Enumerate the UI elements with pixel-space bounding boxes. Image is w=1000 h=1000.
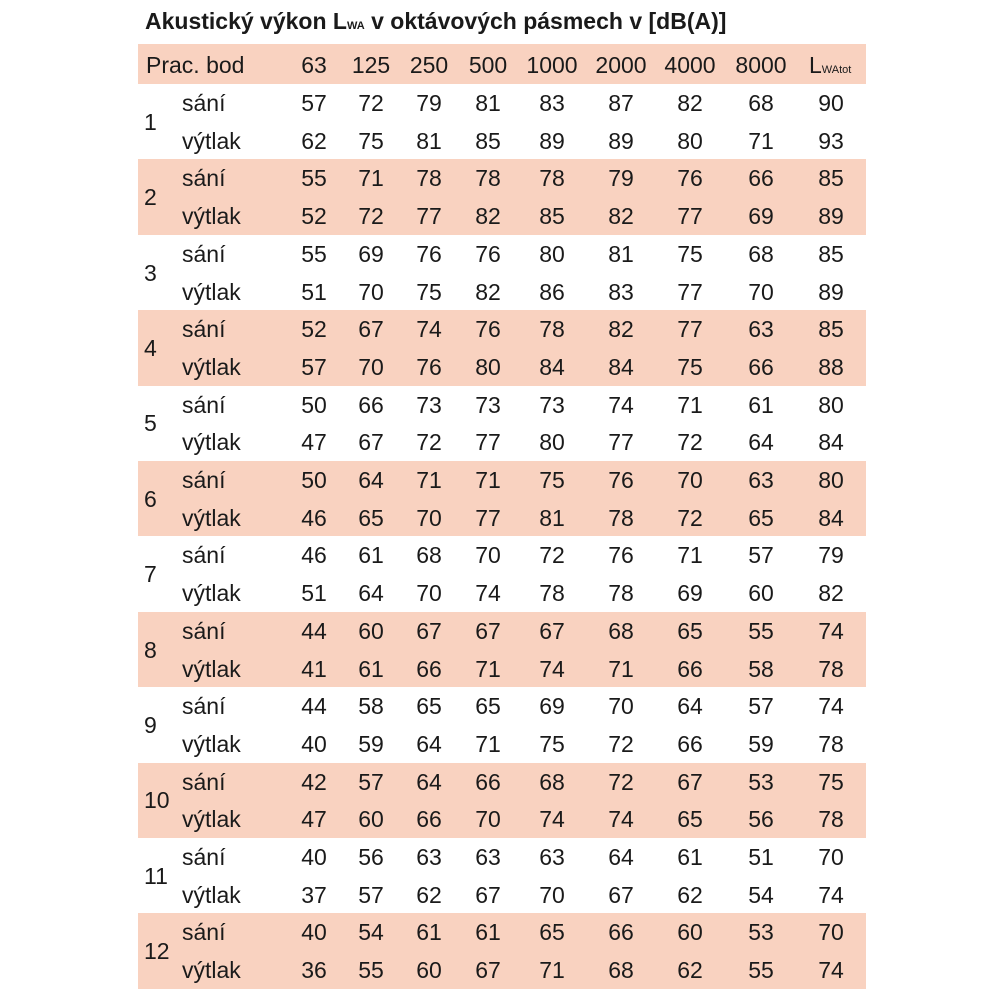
table-cell: 73 <box>416 391 442 418</box>
point-number: 11 <box>144 862 168 889</box>
table-cell: 80 <box>475 353 501 380</box>
table-cell: 80 <box>539 240 565 267</box>
table-cell: 90 <box>818 90 844 116</box>
table-cell: 51 <box>748 844 774 870</box>
table-cell: 86 <box>539 278 565 305</box>
table-cell: 81 <box>608 240 634 267</box>
table-cell: 50 <box>301 467 327 493</box>
table-cell: 84 <box>539 353 565 380</box>
table-cell: 78 <box>539 580 565 607</box>
table-cell: 89 <box>818 278 844 305</box>
table-cell: 70 <box>416 580 442 607</box>
table-cell: 66 <box>475 768 501 795</box>
table-cell: 67 <box>358 429 384 456</box>
table-cell: 76 <box>416 240 442 267</box>
table-cell: 60 <box>677 919 703 946</box>
table-cell: 64 <box>358 580 384 607</box>
table-cell: 82 <box>818 580 844 607</box>
table-cell: 62 <box>301 127 327 154</box>
table-cell: 83 <box>539 90 565 116</box>
table-cell: 59 <box>358 730 384 757</box>
table-cell: 72 <box>677 504 703 531</box>
table-cell: 74 <box>608 391 634 418</box>
table-cell: 61 <box>416 919 442 946</box>
row-label-sani: sání <box>182 844 226 870</box>
point-number: 6 <box>144 485 157 512</box>
table-cell: 61 <box>358 655 384 682</box>
row-label-vytlak: výtlak <box>182 580 241 607</box>
row-label-vytlak: výtlak <box>182 881 241 908</box>
row-label-vytlak: výtlak <box>182 730 241 757</box>
header-total-sub: WAtot <box>821 64 852 76</box>
table-cell: 75 <box>539 730 565 757</box>
table-cell: 78 <box>539 316 565 343</box>
table-cell: 55 <box>301 165 327 192</box>
row-label-sani: sání <box>182 617 226 644</box>
table-cell: 47 <box>301 806 327 833</box>
table-cell: 72 <box>677 429 703 456</box>
table-cell: 71 <box>677 391 703 418</box>
table-cell: 82 <box>475 203 501 230</box>
table-cell: 58 <box>748 655 774 682</box>
table-cell: 75 <box>416 278 442 305</box>
table-cell: 65 <box>677 617 703 644</box>
point-number: 7 <box>144 561 157 588</box>
table-cell: 71 <box>677 542 703 569</box>
table-cell: 71 <box>416 467 442 493</box>
table-cell: 81 <box>475 90 501 116</box>
table-cell: 55 <box>748 617 774 644</box>
point-number: 12 <box>144 938 170 965</box>
table-cell: 58 <box>358 693 384 720</box>
table-cell: 78 <box>818 655 844 682</box>
row-label-sani: sání <box>182 240 226 267</box>
table-cell: 57 <box>748 542 774 569</box>
row-label-vytlak: výtlak <box>182 957 241 984</box>
row-label-sani: sání <box>182 467 226 493</box>
table-cell: 70 <box>475 806 501 833</box>
table-cell: 61 <box>358 542 384 569</box>
row-label-sani: sání <box>182 768 226 795</box>
table-cell: 62 <box>677 881 703 908</box>
row-label-vytlak: výtlak <box>182 655 241 682</box>
table-cell: 78 <box>818 730 844 757</box>
table-cell: 75 <box>818 768 844 795</box>
table-cell: 71 <box>475 467 501 493</box>
table-cell: 85 <box>818 316 844 343</box>
table-cell: 74 <box>475 580 501 607</box>
table-cell: 76 <box>475 240 501 267</box>
table-cell: 57 <box>301 90 327 116</box>
table-cell: 84 <box>818 504 844 531</box>
table-cell: 66 <box>748 165 774 192</box>
table-cell: 73 <box>475 391 501 418</box>
table-cell: 60 <box>358 806 384 833</box>
table-cell: 80 <box>818 391 844 418</box>
table-cell: 75 <box>677 240 703 267</box>
table-cell: 70 <box>748 278 774 305</box>
table-cell: 74 <box>818 693 844 720</box>
table-cell: 72 <box>416 429 442 456</box>
row-label-sani: sání <box>182 542 226 569</box>
table-cell: 82 <box>608 203 634 230</box>
table-cell: 46 <box>301 542 327 569</box>
table-cell: 69 <box>748 203 774 230</box>
table-cell: 63 <box>416 844 442 870</box>
table-cell: 70 <box>416 504 442 531</box>
point-number: 4 <box>144 335 157 362</box>
table-cell: 47 <box>301 429 327 456</box>
table-cell: 89 <box>608 127 634 154</box>
table-cell: 70 <box>475 542 501 569</box>
table-cell: 55 <box>748 957 774 984</box>
table-cell: 74 <box>416 316 442 343</box>
table-cell: 67 <box>475 881 501 908</box>
table-cell: 65 <box>677 806 703 833</box>
table-cell: 71 <box>475 655 501 682</box>
table-cell: 66 <box>677 655 703 682</box>
table-cell: 62 <box>416 881 442 908</box>
row-label-vytlak: výtlak <box>182 429 241 456</box>
table-cell: 77 <box>677 278 703 305</box>
table-cell: 70 <box>677 467 703 493</box>
table-cell: 56 <box>748 806 774 833</box>
table-cell: 75 <box>677 353 703 380</box>
table-cell: 66 <box>677 730 703 757</box>
table-cell: 67 <box>539 617 565 644</box>
header-band-63: 63 <box>301 52 327 78</box>
table-cell: 68 <box>416 542 442 569</box>
table-cell: 63 <box>475 844 501 870</box>
table-cell: 80 <box>818 467 844 493</box>
table-cell: 44 <box>301 617 327 644</box>
row-label-vytlak: výtlak <box>182 203 241 230</box>
table-cell: 80 <box>539 429 565 456</box>
table-cell: 70 <box>358 353 384 380</box>
table-cell: 70 <box>358 278 384 305</box>
table-cell: 51 <box>301 580 327 607</box>
table-cell: 64 <box>677 693 703 720</box>
table-cell: 77 <box>475 429 501 456</box>
table-cell: 81 <box>416 127 442 154</box>
table-cell: 65 <box>748 504 774 531</box>
table-cell: 67 <box>608 881 634 908</box>
table-cell: 70 <box>818 919 844 946</box>
table-cell: 72 <box>608 768 634 795</box>
table-cell: 69 <box>539 693 565 720</box>
table-cell: 67 <box>475 617 501 644</box>
title-text: Akustický výkon L <box>145 8 347 34</box>
table-cell: 61 <box>748 391 774 418</box>
table-cell: 46 <box>301 504 327 531</box>
table-cell: 64 <box>416 730 442 757</box>
point-number: 2 <box>144 184 157 211</box>
table-cell: 80 <box>677 127 703 154</box>
table-cell: 72 <box>358 90 384 116</box>
row-label-vytlak: výtlak <box>182 806 241 833</box>
table-cell: 82 <box>608 316 634 343</box>
table-cell: 65 <box>475 693 501 720</box>
table-cell: 79 <box>608 165 634 192</box>
table-cell: 54 <box>748 881 774 908</box>
table-cell: 53 <box>748 919 774 946</box>
table-cell: 68 <box>748 90 774 116</box>
table-cell: 76 <box>608 542 634 569</box>
table-cell: 79 <box>818 542 844 569</box>
table-cell: 66 <box>748 353 774 380</box>
header-band-250: 250 <box>409 52 449 78</box>
table-cell: 74 <box>818 617 844 644</box>
table-cell: 75 <box>539 467 565 493</box>
row-label-sani: sání <box>182 316 226 343</box>
table-cell: 66 <box>416 806 442 833</box>
table-cell: 64 <box>416 768 442 795</box>
table-cell: 79 <box>416 90 442 116</box>
point-number: 8 <box>144 636 157 663</box>
table-cell: 83 <box>608 278 634 305</box>
table-cell: 63 <box>748 316 774 343</box>
header-band-1000: 1000 <box>526 52 578 78</box>
table-cell: 77 <box>608 429 634 456</box>
table-cell: 64 <box>608 844 634 870</box>
row-label-sani: sání <box>182 693 226 720</box>
table-cell: 70 <box>818 844 844 870</box>
table-cell: 63 <box>748 467 774 493</box>
table-cell: 93 <box>818 127 844 154</box>
row-label-vytlak: výtlak <box>182 278 241 305</box>
table-cell: 72 <box>358 203 384 230</box>
table-cell: 57 <box>748 693 774 720</box>
table-cell: 40 <box>301 730 327 757</box>
row-label-vytlak: výtlak <box>182 127 241 154</box>
table-cell: 74 <box>608 806 634 833</box>
table-cell: 51 <box>301 278 327 305</box>
header-band-8000: 8000 <box>735 52 787 78</box>
table-cell: 60 <box>358 617 384 644</box>
table-cell: 84 <box>818 429 844 456</box>
table-cell: 82 <box>475 278 501 305</box>
table-cell: 67 <box>358 316 384 343</box>
table-cell: 84 <box>608 353 634 380</box>
header-point-label: Prac. bod <box>146 52 245 78</box>
row-label-sani: sání <box>182 165 226 192</box>
table-cell: 89 <box>818 203 844 230</box>
table-cell: 77 <box>416 203 442 230</box>
table-cell: 76 <box>677 165 703 192</box>
table-cell: 42 <box>301 768 327 795</box>
table-cell: 72 <box>608 730 634 757</box>
table-cell: 74 <box>539 655 565 682</box>
table-cell: 68 <box>748 240 774 267</box>
table-cell: 78 <box>475 165 501 192</box>
table-cell: 54 <box>358 919 384 946</box>
header-band-2000: 2000 <box>595 52 647 78</box>
table-cell: 50 <box>301 391 327 418</box>
table-title <box>145 8 726 35</box>
table-cell: 65 <box>416 693 442 720</box>
table-cell: 76 <box>416 353 442 380</box>
header-total <box>809 46 851 84</box>
table-cell: 56 <box>358 844 384 870</box>
table-cell: 40 <box>301 919 327 946</box>
table-cell: 67 <box>677 768 703 795</box>
point-number: 1 <box>144 108 157 135</box>
table-cell: 61 <box>475 919 501 946</box>
table-cell: 71 <box>475 730 501 757</box>
table-cell: 69 <box>677 580 703 607</box>
table-cell: 52 <box>301 316 327 343</box>
table-cell: 82 <box>677 90 703 116</box>
table-cell: 67 <box>416 617 442 644</box>
table-cell: 74 <box>818 881 844 908</box>
table-cell: 41 <box>301 655 327 682</box>
table-cell: 78 <box>608 504 634 531</box>
table-cell: 77 <box>475 504 501 531</box>
table-cell: 68 <box>539 768 565 795</box>
title-rest: v oktávových pásmech v [dB(A)] <box>364 8 727 34</box>
table-cell: 37 <box>301 881 327 908</box>
table-cell: 65 <box>539 919 565 946</box>
table-cell: 55 <box>301 240 327 267</box>
table-cell: 87 <box>608 90 634 116</box>
point-number: 5 <box>144 410 157 437</box>
table-cell: 61 <box>677 844 703 870</box>
table-cell: 73 <box>539 391 565 418</box>
row-label-sani: sání <box>182 90 226 116</box>
table-cell: 44 <box>301 693 327 720</box>
table-cell: 85 <box>818 165 844 192</box>
table-cell: 68 <box>608 957 634 984</box>
row-label-sani: sání <box>182 919 226 946</box>
point-number: 9 <box>144 712 157 739</box>
table-cell: 85 <box>539 203 565 230</box>
table-cell: 71 <box>608 655 634 682</box>
table-cell: 53 <box>748 768 774 795</box>
table-cell: 76 <box>475 316 501 343</box>
row-label-sani: sání <box>182 391 226 418</box>
table-cell: 63 <box>539 844 565 870</box>
table-cell: 66 <box>416 655 442 682</box>
table-cell: 64 <box>358 467 384 493</box>
table-cell: 85 <box>475 127 501 154</box>
table-cell: 70 <box>539 881 565 908</box>
table-cell: 77 <box>677 203 703 230</box>
table-cell: 74 <box>539 806 565 833</box>
table-cell: 85 <box>818 240 844 267</box>
table-cell: 60 <box>748 580 774 607</box>
table-cell: 65 <box>358 504 384 531</box>
table-cell: 75 <box>358 127 384 154</box>
table-cell: 66 <box>358 391 384 418</box>
table-cell: 69 <box>358 240 384 267</box>
header-band-4000: 4000 <box>664 52 716 78</box>
header-total-main: L <box>809 52 822 78</box>
table-cell: 57 <box>358 881 384 908</box>
table-cell: 78 <box>608 580 634 607</box>
table-cell: 71 <box>539 957 565 984</box>
table-cell: 89 <box>539 127 565 154</box>
point-number: 3 <box>144 259 157 286</box>
table-cell: 78 <box>416 165 442 192</box>
table-cell: 64 <box>748 429 774 456</box>
table-cell: 66 <box>608 919 634 946</box>
table-cell: 88 <box>818 353 844 380</box>
table-cell: 81 <box>539 504 565 531</box>
table-cell: 67 <box>475 957 501 984</box>
table-cell: 59 <box>748 730 774 757</box>
table-cell: 40 <box>301 844 327 870</box>
table-cell: 72 <box>539 542 565 569</box>
table-cell: 62 <box>677 957 703 984</box>
table-cell: 74 <box>818 957 844 984</box>
table-cell: 76 <box>608 467 634 493</box>
title-subscript: WA <box>346 20 365 32</box>
table-cell: 71 <box>358 165 384 192</box>
table-cell: 57 <box>358 768 384 795</box>
row-label-vytlak: výtlak <box>182 353 241 380</box>
table-cell: 55 <box>358 957 384 984</box>
table-cell: 60 <box>416 957 442 984</box>
table-cell: 36 <box>301 957 327 984</box>
table-cell: 78 <box>539 165 565 192</box>
table-cell: 68 <box>608 617 634 644</box>
table-cell: 77 <box>677 316 703 343</box>
header-band-500: 500 <box>468 52 508 78</box>
point-number: 10 <box>144 787 170 814</box>
table-cell: 57 <box>301 353 327 380</box>
row-label-vytlak: výtlak <box>182 504 241 531</box>
table-cell: 52 <box>301 203 327 230</box>
table-cell: 71 <box>748 127 774 154</box>
table-cell: 70 <box>608 693 634 720</box>
table-cell: 78 <box>818 806 844 833</box>
header-band-125: 125 <box>351 52 391 78</box>
